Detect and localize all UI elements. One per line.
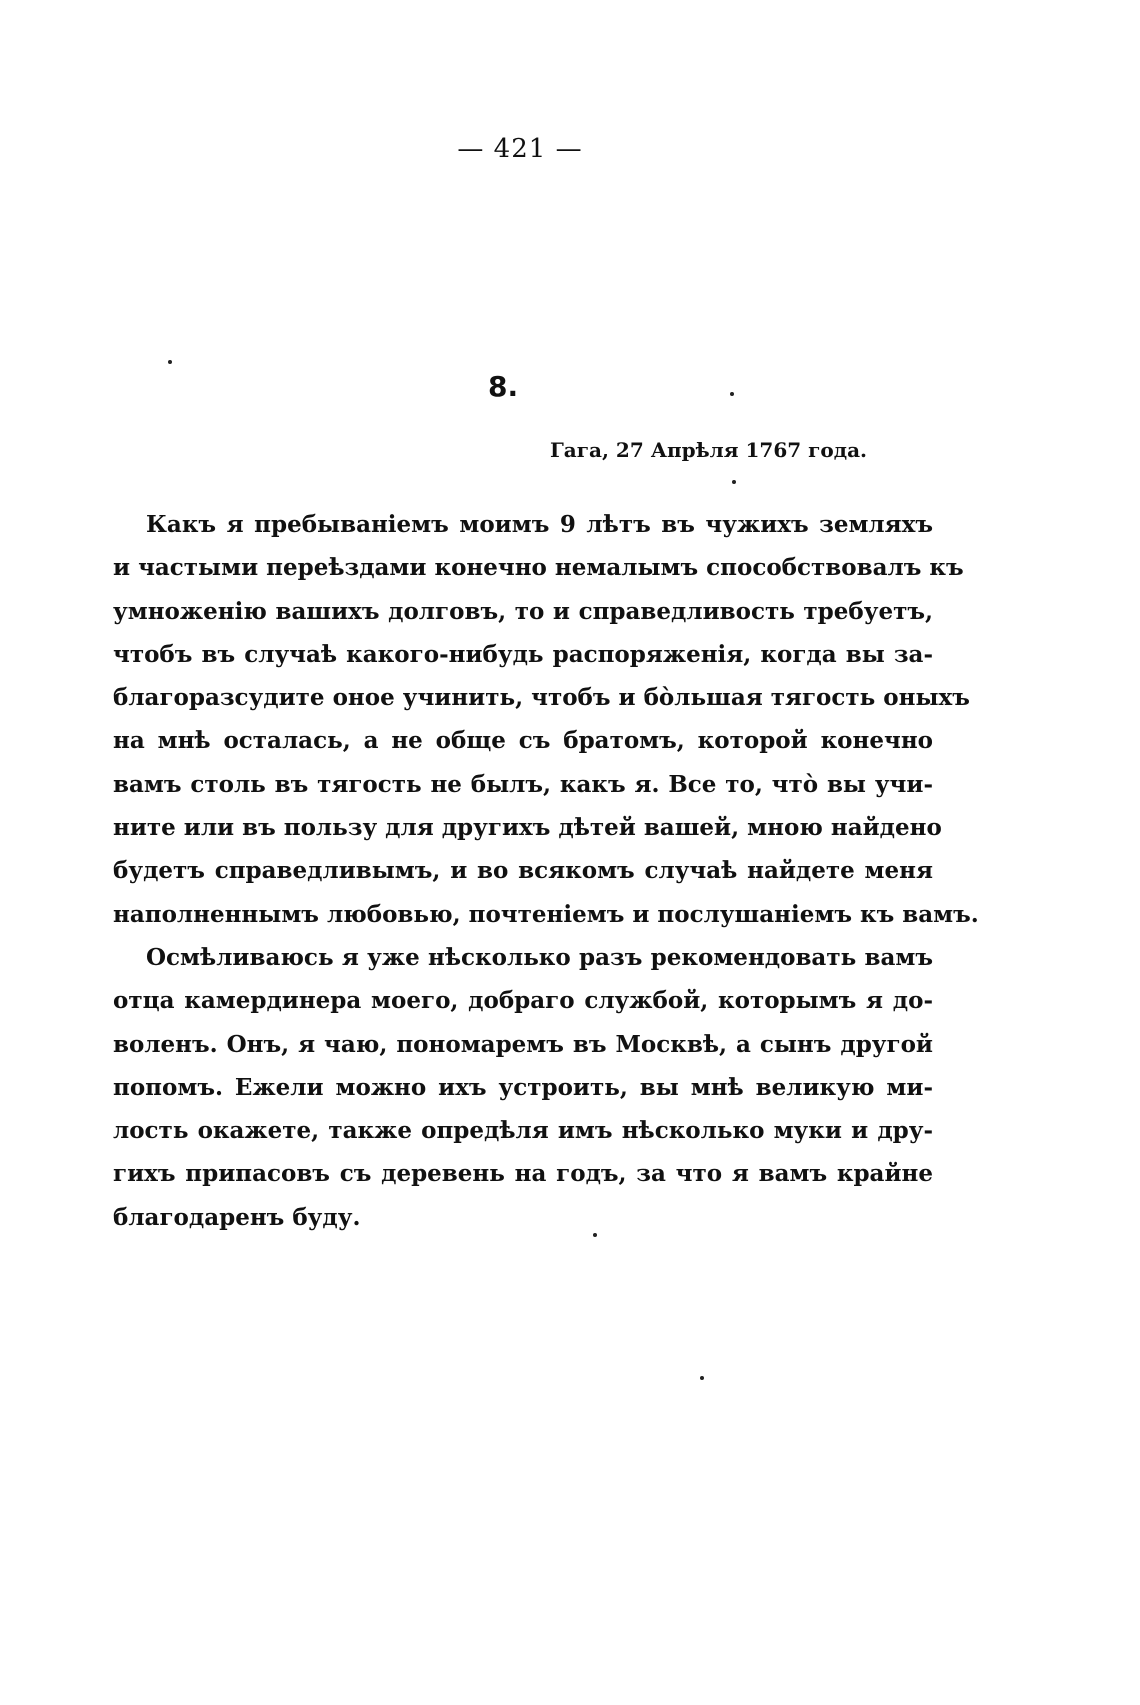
scan-speck: [730, 392, 734, 396]
text-line: отца камердинера моего, добраго службой, которымъ я до-: [113, 987, 933, 1015]
scan-speck: [168, 360, 172, 364]
text-line: ните или въ пользу для другихъ дѣтей вашей, мною найдено: [113, 814, 942, 842]
scan-speck: [700, 1376, 704, 1380]
scan-speck: [732, 480, 736, 484]
text-line: лость окажете, также опредѣля имъ нѣсколько муки и дру-: [113, 1117, 933, 1145]
text-line: Какъ я пребываніемъ моимъ 9 лѣтъ въ чужихъ земляхъ: [146, 511, 933, 538]
text-line: благоразсудите оное учинить, чтобъ и бо̀льшая тягость оныхъ: [113, 684, 970, 712]
letter-number: 8.: [488, 370, 519, 403]
text-line: чтобъ въ случаѣ какого-нибудь распоряженія, когда вы за-: [113, 640, 933, 668]
text-line: попомъ. Ежели можно ихъ устроить, вы мнѣ великую ми-: [113, 1073, 933, 1101]
text-line: умноженію вашихъ долговъ, то и справедливость требуетъ,: [113, 597, 933, 625]
scan-speck: [593, 1233, 597, 1237]
text-line: благодаренъ буду.: [113, 1203, 361, 1231]
text-line: на мнѣ осталась, а не обще съ братомъ, которой конечно: [113, 727, 933, 755]
text-line: и частыми переѣздами конечно немалымъ способствовалъ къ: [113, 554, 964, 582]
text-line: Осмѣливаюсь я уже нѣсколько разъ рекомендовать вамъ: [146, 943, 933, 971]
page-number: — 421 —: [457, 134, 583, 164]
letter-body: [113, 503, 979, 1239]
text-line: вамъ столь въ тягость не былъ, какъ я. Все то, что̀ вы учи-: [113, 770, 933, 798]
text-line: гихъ припасовъ съ деревень на годъ, за что я вамъ крайне: [113, 1160, 933, 1188]
text-line: наполненнымъ любовью, почтеніемъ и послушаніемъ къ вамъ.: [113, 900, 979, 928]
text-line: воленъ. Онъ, я чаю, пономаремъ въ Москвѣ, а сынъ другой: [113, 1030, 933, 1058]
dateline: Гага, 27 Апрѣля 1767 года.: [550, 438, 867, 462]
text-line: будетъ справедливымъ, и во всякомъ случаѣ найдете меня: [113, 857, 933, 885]
